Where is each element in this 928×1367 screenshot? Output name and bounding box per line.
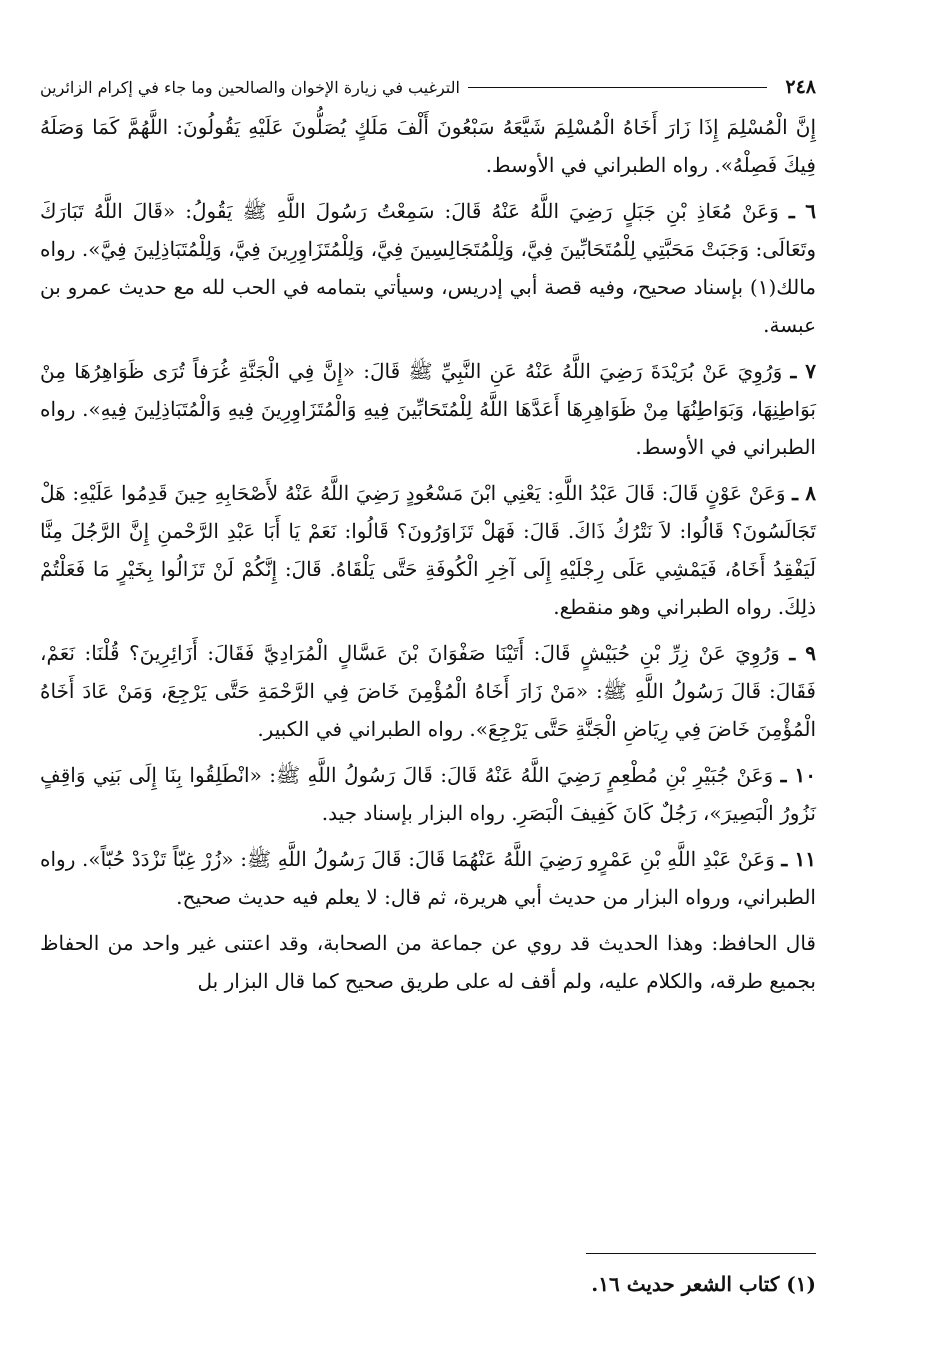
hadith-number: ١١ ـ <box>781 847 816 871</box>
paragraph-text: وَعَنْ عَبْدِ اللَّهِ بْنِ عَمْرٍو رَضِيَ اللَّهُ عَنْهُمَا قَالَ: قَالَ رَسُولُ اللَّهِ ﷺ: «زُرْ غِبّاً تَزْدَدْ حُبّاً». رواه الطبراني، ورواه البزار من حديث أبي هريرة، ثم قال: لا يعلم فيه حديث صحيح. <box>40 847 816 909</box>
hadith-8 <box>40 474 816 626</box>
hadith-number: ٨ ـ <box>792 481 817 505</box>
hadith-number: ٩ ـ <box>789 641 817 665</box>
hadith-9 <box>40 634 816 748</box>
paragraph-text: وَعَنْ عَوْنٍ قَالَ: قَالَ عَبْدُ اللَّهِ: يَعْنِي ابْنَ مَسْعُودٍ رَضِيَ اللَّهُ عَنْهُ لأَصْحَابِهِ حِينَ قَدِمُوا عَلَيْهِ: هَلْ تَجَالَسُونَ؟ قَالُوا: لاَ نَتْرُكُ ذَاكَ. قَالَ: فَهَلْ تَزَاوَرُونَ؟ قَالُوا: نَعَمْ يَا أَبَا عَبْدِ الرَّحْمنِ إِنَّ الرَّجُلَ مِنَّا لَيَفْقِدُ أَخَاهُ، فَيَمْشِي عَلَى رِجْلَيْهِ إِلَى آخِرِ الْكُوفَةِ حَتَّى يَلْقَاهُ. قَالَ: إِنَّكُمْ لَنْ تَزَالُوا بِخَيْرٍ مَا فَعَلْتُمْ ذلِكَ. رواه الطبراني وهو منقطع. <box>40 481 816 619</box>
paragraph-text: إِنَّ الْمُسْلِمَ إِذَا زَارَ أَخَاهُ الْمُسْلِمَ شَيَّعَهُ سَبْعُونَ أَلْفَ مَلَكٍ يُصَلُّونَ عَلَيْهِ يَقُولُونَ: اللَّهُمَّ كَمَا وَصَلَهُ فِيكَ فَصِلْهُ». رواه الطبراني في الأوسط. <box>40 115 816 177</box>
page-number: ٢٤٨ <box>785 76 816 98</box>
paragraph-text: وَعَنْ مُعَاذِ بْنِ جَبَلٍ رَضِيَ اللَّهُ عَنْهُ قَالَ: سَمِعْتُ رَسُولَ اللَّهِ ﷺ يَقُولُ: «قَالَ اللَّهُ تَبَارَكَ وتَعَالَى: وَجَبَتْ مَحَبَّتِي لِلْمُتَحَابِّينَ فِيَّ، وَلِلْمُتَجَالِسِينَ فِيَّ، وَلِلْمُتَزَاوِرِينَ فِيَّ، وَلِلْمُتَبَاذِلِينَ فِيَّ». رواه مالك(١) بإسناد صحيح، وفيه قصة أبي إدريس، وسيأتي بتمامه في الحب لله مع حديث عمرو بن عبسة. <box>40 199 816 337</box>
hadith-6 <box>40 192 816 344</box>
footnote: (١) كتاب الشعر حديث ١٦. <box>591 1272 816 1296</box>
hadith-7 <box>40 352 816 466</box>
hadith-11 <box>40 840 816 916</box>
book-page <box>40 70 816 1000</box>
paragraph-text: وَرُوِيَ عَنْ زِرِّ بْنِ حُبَيْشٍ قَالَ: أَتَيْنَا صَفْوَانَ بْنَ عَسَّالٍ الْمُرَادِيَّ فَقَالَ: أَزَائِرِينَ؟ قُلْنَا: نَعَمْ، فَقَالَ: قَالَ رَسُولُ اللَّهِ ﷺ: «مَنْ زَارَ أَخَاهُ الْمُؤْمِنَ خَاضَ فِي الرَّحْمَةِ حَتَّى يَرْجِعَ، وَمَنْ عَادَ أَخَاهُ الْمُؤْمِنَ خَاضَ فِي رِيَاضِ الْجَنَّةِ حَتَّى يَرْجِعَ». رواه الطبراني في الكبير. <box>40 641 816 741</box>
running-title: الترغيب في زيارة الإخوان والصالحين وما جاء في إكرام الزائرين <box>40 77 460 97</box>
footnote-divider <box>586 1253 816 1254</box>
hafiz-commentary <box>40 924 816 1000</box>
paragraph-continuation <box>40 108 816 184</box>
hadith-number: ٦ ـ <box>788 199 817 223</box>
paragraph-text: وَعَنْ جُبَيْرِ بْنِ مُطْعِمٍ رَضِيَ اللَّهُ عَنْهُ قَالَ: قَالَ رَسُولُ اللَّهِ ﷺ: «انْطَلِقُوا بِنَا إِلَى بَنِي وَاقِفٍ نَزُورُ الْبَصِيرَ»، رَجُلٌ كَانَ كَفِيفَ الْبَصَرِ. رواه البزار بإسناد جيد. <box>40 763 816 825</box>
hadith-10 <box>40 756 816 832</box>
hadith-number: ١٠ ـ <box>780 763 817 787</box>
hadith-number: ٧ ـ <box>790 359 817 383</box>
paragraph-text: قال الحافظ: وهذا الحديث قد روي عن جماعة من الصحابة، وقد اعتنى غير واحد من الحفاظ بجميع طرقه، والكلام عليه، ولم أقف له على طريق صحيح كما قال البزار بل <box>40 931 816 993</box>
paragraph-text: وَرُوِيَ عَنْ بُرَيْدَةَ رَضِيَ اللَّهُ عَنْهُ عَنِ النَّبِيِّ ﷺ قَالَ: «إِنَّ فِي الْجَنَّةِ غُرَفاً تُرَى ظَوَاهِرُهَا مِنْ بَوَاطِنِهَا، وَبَوَاطِنُهَا مِنْ ظَوَاهِرِهَا أَعَدَّهَا اللَّهُ لِلْمُتَحَابِّينَ فِيهِ وَالْمُتَزَاوِرِينَ فِيهِ وَالْمُتَبَاذِلِينَ فِيهِ». رواه الطبراني في الأوسط. <box>40 359 816 459</box>
running-header <box>40 70 816 104</box>
header-rule <box>468 87 767 88</box>
